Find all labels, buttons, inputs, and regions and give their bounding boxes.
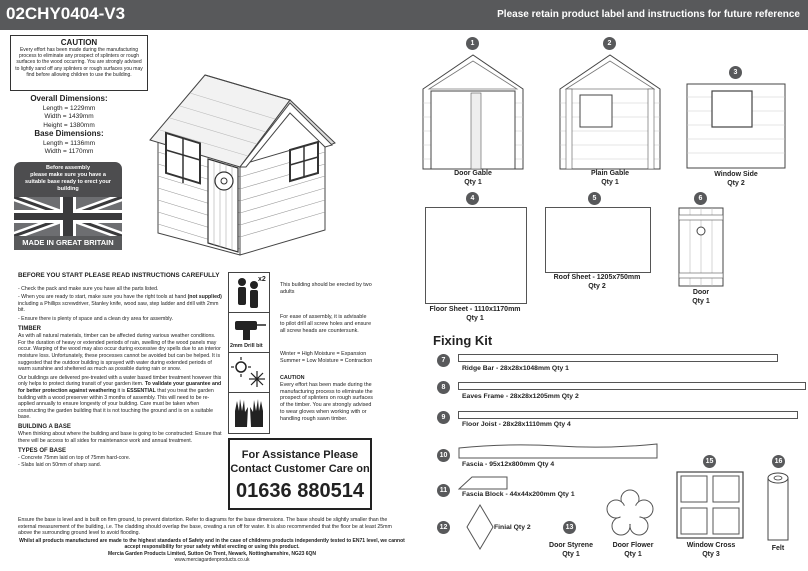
gloves-cell (229, 393, 269, 433)
made-in-great-britain: MADE IN GREAT BRITAIN (14, 236, 122, 250)
part-2-qty: Qty 1 (601, 179, 619, 186)
icon-column (228, 272, 270, 434)
part-number-6: 6 (694, 192, 707, 205)
window-side-drawing (686, 83, 786, 169)
header-note: Please retain product label and instructions for future reference (497, 9, 800, 20)
timber-para-1: As with all natural materials, timber can be affected during various weather conditions. For the duration of heavy or extended periods of rain, swelling of the wood panels may occur. Warping of the wood may also occur during excessive dry spells due to an interior moisture loss. Unfortunately, these processes cannot be avoided but can be helped. It is suggested that the outdoor building is sprayed with water during extended periods of warm sunshine and sheltered as much as possible during rain or snow. (18, 333, 221, 373)
fixing-number-12: 12 (437, 521, 450, 534)
floor-joist-drawing (458, 411, 798, 419)
part-6-caption (672, 288, 730, 306)
door-flower-qty: Qty 1 (624, 551, 642, 558)
part-6-qty: Qty 1 (692, 298, 710, 305)
window-cross-qty: Qty 3 (702, 551, 720, 558)
assist-phone: 01636 880514 (236, 480, 364, 502)
fixing-number-8: 8 (437, 381, 450, 394)
before-item-2c: including a Phillips screwdriver, Stanley knife, wood saw, step ladder and drill with 2mm bit. (18, 300, 219, 314)
product-code: 02CHY0404-V3 (6, 4, 126, 23)
part-number-3: 3 (729, 66, 742, 79)
base-width: Width = 1170mm (44, 148, 94, 155)
part-5-name: Roof Sheet - 1205x750mm (553, 274, 641, 281)
timber-p2e: that you treat the garden building with a wood preserver within 3 months of assembly. This will need to be re-applied annually to ensure longevity of your building. Care must be taken when constructing the garden building that it is not touching the ground and is on a suitable base. (18, 387, 214, 421)
adults-cell (229, 273, 269, 313)
caution-icon-text (280, 375, 375, 423)
caution-text: Every effort has been made during the manufacturing process to eliminate any prospect of splinters or rough surfaces to the wood occurring. You are strongly advised to lightly sand off any splinters or rough surfaces you may find before allowing children to use the building. (15, 47, 143, 78)
before-item-2b: (not supplied) (187, 294, 222, 301)
caution-title: CAUTION (60, 38, 98, 47)
ridge-bar-label: Ridge Bar - 28x28x1048mm Qty 1 (462, 365, 569, 372)
door-flower-drawing (605, 489, 655, 539)
door-flower-caption (605, 541, 661, 559)
before-item-2 (18, 294, 223, 314)
sun-snow-icon (229, 353, 269, 393)
assistance-box (228, 438, 372, 510)
footer-website: www.merciagardenproducts.co.uk (174, 556, 250, 563)
overall-width: Width = 1439mm (44, 113, 94, 120)
part-3-name: Window Side (714, 171, 758, 178)
part-number-4: 4 (466, 192, 479, 205)
eaves-frame-drawing (458, 382, 806, 390)
drill-icon (229, 313, 269, 343)
part-4-name: Floor Sheet - 1110x1170mm (429, 306, 521, 313)
timber-p2a: Our buildings are delivered pre-treated with a water based timber treatment however this only helps to protect during transit of your garden item. (18, 374, 222, 388)
part-number-1: 1 (466, 37, 479, 50)
door-styrene-caption (540, 541, 602, 559)
door-styrene-qty: Qty 1 (562, 551, 580, 558)
base-msg-line2: please make sure you have a (30, 172, 106, 178)
building-base-text: When thinking about where the building and base is going to be constructed: Ensure that there will be access to all sides for maintenance work and annual treatment. (18, 431, 222, 445)
before-title: BEFORE YOU START PLEASE READ INSTRUCTIONS CAREFULLY (18, 272, 220, 279)
caution-box (10, 35, 148, 91)
union-flag-icon (14, 197, 122, 236)
fascia-block-label: Fascia Block - 44x44x200mm Qty 1 (462, 491, 575, 498)
footer-address: Mercia Garden Products Limited, Sutton On Trent, Newark, Nottinghamshire, NG23 6QN (107, 550, 317, 557)
part-number-5: 5 (588, 192, 601, 205)
base-length: Length = 1136mm (42, 139, 96, 147)
floor-joist-label: Floor Joist - 28x28x1110mm Qty 4 (462, 421, 571, 428)
adults-text: This building should be erected by two adults (280, 282, 372, 295)
part-2-name: Plain Gable (590, 170, 630, 177)
fixing-number-11: 11 (437, 484, 450, 497)
window-cross-name: Window Cross (686, 542, 736, 549)
overall-length: Length = 1229mm (42, 104, 96, 112)
fascia-label: Fascia - 95x12x800mm Qty 4 (462, 461, 555, 468)
door-styrene-name: Door Styrene (549, 542, 593, 549)
x2-label: x2 (258, 276, 266, 283)
roof-sheet-drawing (545, 207, 651, 273)
instructions-text (18, 270, 223, 470)
eaves-frame-label: Eaves Frame - 28x28x1205mm Qty 2 (462, 393, 579, 400)
before-item-3: - Ensure there is plenty of space and a clean dry area for assembly. (18, 315, 174, 322)
fixing-number-7: 7 (437, 354, 450, 367)
base-title: Base Dimensions: (34, 129, 104, 138)
part-4-qty: Qty 1 (466, 315, 484, 322)
base-msg-line1: Before assembly (45, 165, 91, 171)
fixing-kit-title: Fixing Kit (433, 333, 493, 348)
caution-icon-body: Every effort has been made during the manufacturing process to eliminate the prospect of splinters on rough surfaces of the timber. You are strongly advised to wear gloves when working with or handling rough sawn timber. (280, 381, 373, 422)
overall-dimensions (14, 95, 124, 157)
ridge-bar-drawing (458, 354, 778, 362)
fixing-number-13: 13 (563, 521, 576, 534)
finial-label: Finial Qty 2 (494, 524, 531, 531)
building-base-title: BUILDING A BASE (18, 423, 71, 430)
part-3-qty: Qty 2 (727, 180, 745, 187)
fixing-number-10: 10 (437, 449, 450, 462)
door-flower-name: Door Flower (612, 542, 654, 549)
finial-drawing (466, 504, 494, 550)
felt-roll-drawing (766, 472, 790, 542)
timber-p2c: it is (117, 387, 126, 394)
part-number-2: 2 (603, 37, 616, 50)
part-1-qty: Qty 1 (464, 179, 482, 186)
before-item-2a: - When you are ready to start, make sure you have the right tools at hand (18, 294, 187, 301)
part-3-caption (686, 170, 786, 188)
footer-disclaimer: Whilst all products manufactured are made to the highest standards of Safety and in the case of childrens products independently tested to EN71 level, we cannot accept responsibility for your safety whilst erecting or using this product. (19, 538, 405, 551)
door-drawing (678, 207, 724, 287)
types-item-2: - Slabs laid on 50mm of sharp sand. (18, 461, 102, 468)
overall-height: Height = 1380mm (43, 121, 95, 129)
drill-text: For ease of assembly, it is advisable to pilot drill all screw holes and ensure all screw heads are countersunk. (280, 314, 372, 334)
base-msg-line3: suitable base ready to erect your (25, 179, 111, 185)
timber-title: TIMBER (18, 325, 41, 332)
fixing-number-16: 16 (772, 455, 785, 468)
gloves-icon (229, 393, 269, 433)
caution-icon-title: CAUTION (280, 375, 305, 381)
floor-sheet-drawing (425, 207, 527, 304)
weather-text: Winter = High Moisture = Expansion Summer = Low Moisture = Contraction (280, 351, 373, 364)
part-6-name: Door (692, 289, 710, 296)
part-1-caption (421, 169, 525, 187)
drill-label: 2mm Drill bit (230, 343, 263, 349)
fixing-number-15: 15 (703, 455, 716, 468)
door-gable-drawing (421, 53, 525, 171)
part-2-caption (558, 169, 662, 187)
types-title: TYPES OF BASE (18, 447, 67, 454)
fascia-drawing (458, 443, 658, 459)
types-item-1: - Concrete 75mm laid on top of 75mm hard-core. (18, 455, 131, 462)
base-ensure-text: Ensure the base is level and is built on firm ground, to prevent distortion. Refer to diagrams for the base dimensions. The base should be slightly smaller than the external measurement of the building, i.e. The cladding should overlap the base, creating a run off for water. It is also recommended that the floor be at least 25mm above the surrounding ground level to avoid flooding. (18, 517, 392, 537)
playhouse-illustration (140, 55, 345, 260)
footer (18, 538, 406, 563)
part-1-name: Door Gable (454, 170, 492, 177)
window-cross-drawing (676, 471, 744, 539)
timber-p2d: ESSENTIAL (126, 387, 156, 394)
assist-line2: Contact Customer Care on (230, 463, 370, 475)
base-msg-line4: building (57, 186, 79, 192)
part-4-caption (410, 305, 540, 323)
weather-cell (229, 353, 269, 393)
base-message (14, 162, 122, 197)
part-5-caption (540, 273, 654, 291)
fixing-number-9: 9 (437, 411, 450, 424)
drill-cell (229, 313, 269, 353)
timber-p2b: To validate your guarantee and for better protection against weathering (18, 381, 222, 394)
before-item-1: - Check the pack and make sure you have all the parts listed. (18, 285, 159, 292)
fascia-block-drawing (458, 476, 508, 490)
overall-title: Overall Dimensions: (30, 94, 108, 103)
plain-gable-drawing (558, 53, 662, 171)
timber-para-2 (18, 375, 223, 421)
window-cross-caption (676, 541, 746, 559)
part-5-qty: Qty 2 (588, 283, 606, 290)
felt-caption: Felt (771, 545, 785, 552)
assist-line1: For Assistance Please (241, 449, 359, 461)
